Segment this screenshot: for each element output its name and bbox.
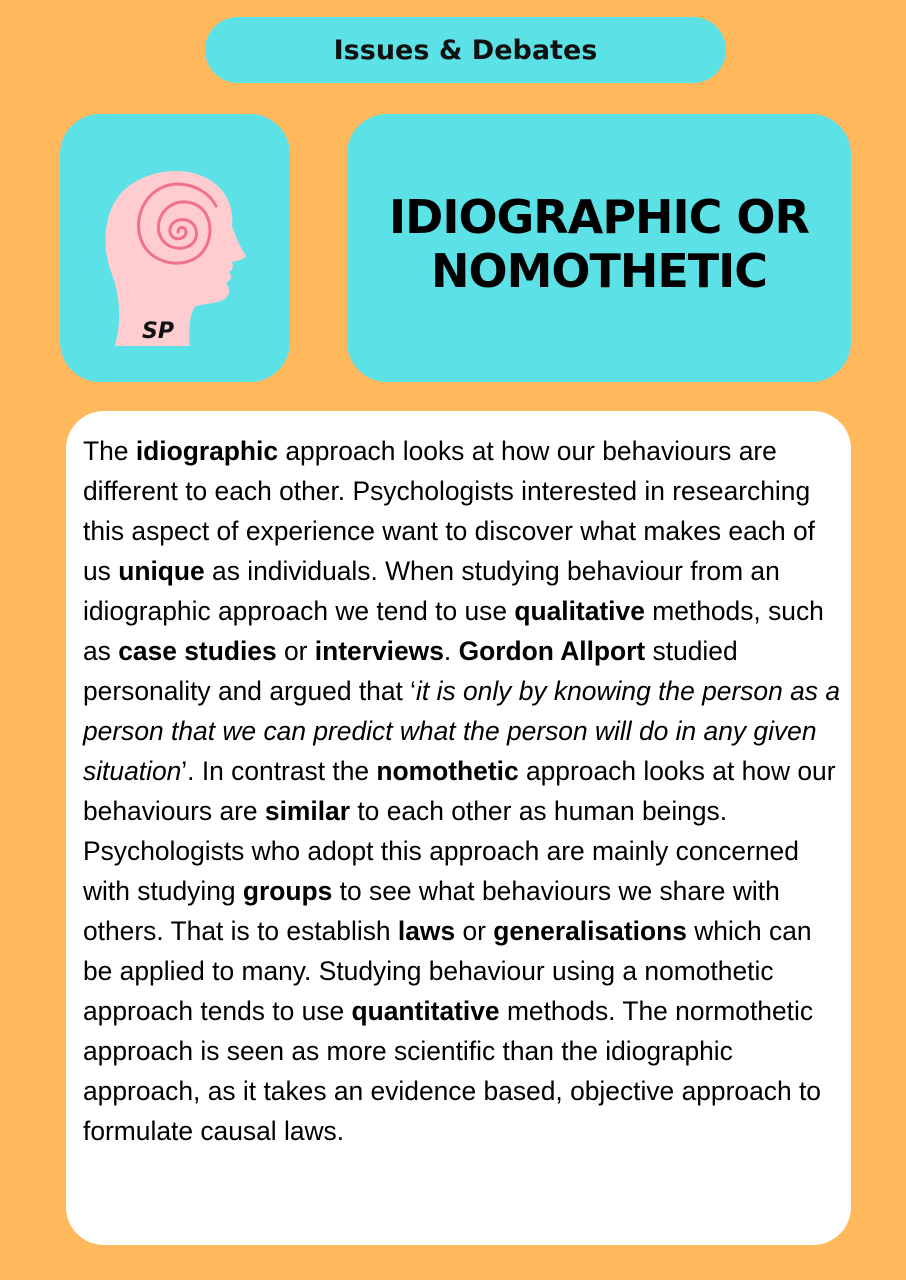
term-idiographic: idiographic xyxy=(135,436,279,466)
body-text-run: methods. The normothetic approach is seen as more scientific than the idiographic approach, as it takes an evidence based, objective approach to formulate causal laws. xyxy=(83,996,821,1146)
body-text-run: approach looks at how our behaviours are different to each other. Psychologists interested in researching this aspect of experience want to discover what makes each of us xyxy=(83,436,815,586)
term-groups: groups xyxy=(242,876,333,906)
logo-text: SP xyxy=(142,319,174,344)
title-card xyxy=(347,114,851,382)
body-text-run: studied personality and argued that ‘ xyxy=(83,636,738,706)
title-line-2: NOMOTHETIC xyxy=(430,244,768,298)
term-generalisations: generalisations xyxy=(493,916,687,946)
body-text-run: methods, such as xyxy=(83,596,824,666)
body-paragraph xyxy=(83,431,843,1151)
page-title xyxy=(347,190,851,298)
term-nomothetic: nomothetic xyxy=(376,756,519,786)
body-text-run: approach looks at how our behaviours are xyxy=(83,756,836,826)
body-text-run: or xyxy=(276,636,315,666)
logo-card xyxy=(60,114,290,382)
term-case-studies: case studies xyxy=(118,636,277,666)
title-line-1: IDIOGRAPHIC OR xyxy=(389,190,809,244)
body-text-run: or xyxy=(455,916,494,946)
body-text-run: to each other as human beings. Psychologists who adopt this approach are mainly concerned with studying xyxy=(83,796,799,906)
topic-banner xyxy=(205,17,726,83)
content-card xyxy=(66,411,851,1245)
body-text-run: ’. In contrast the xyxy=(181,756,377,786)
term-gordon-allport: Gordon Allport xyxy=(458,636,646,666)
term-similar: similar xyxy=(264,796,351,826)
allport-quote: it is only by knowing the person as a person that we can predict what the person will do in any given situation xyxy=(83,676,840,786)
body-text-run: . xyxy=(443,636,459,666)
banner-label: Issues & Debates xyxy=(333,34,598,66)
term-laws: laws xyxy=(397,916,456,946)
head-spiral-icon xyxy=(60,114,290,382)
term-qualitative: qualitative xyxy=(514,596,645,626)
term-unique: unique xyxy=(118,556,205,586)
body-text-run: as individuals. When studying behaviour from an idiographic approach we tend to use xyxy=(83,556,780,626)
body-text-run: to see what behaviours we share with others. That is to establish xyxy=(83,876,780,946)
term-interviews: interviews xyxy=(314,636,444,666)
term-quantitative: quantitative xyxy=(351,996,500,1026)
body-text-run: The xyxy=(83,436,136,466)
body-text-run: which can be applied to many. Studying behaviour using a nomothetic approach tends to use xyxy=(83,916,812,1026)
